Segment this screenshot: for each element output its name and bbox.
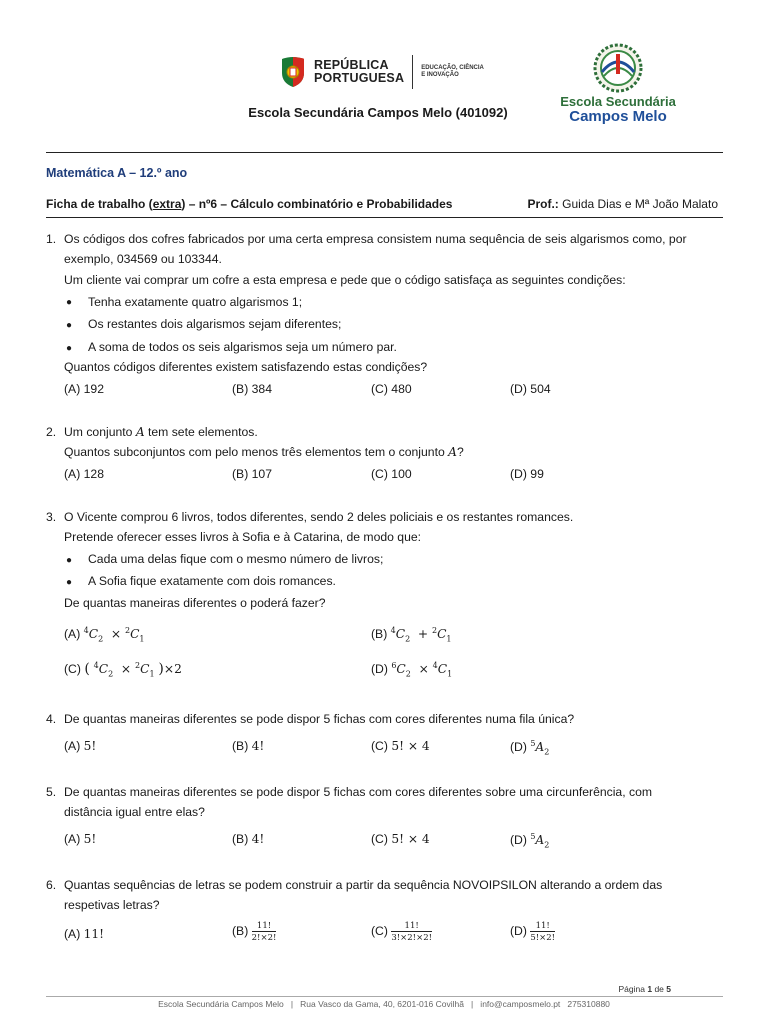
q1-bullet-1: Tenha exatamente quatro algarismos 1; [88, 295, 303, 309]
q5-label-d: (D) [510, 833, 527, 848]
q3-option-b: (B) $^4C_2 + ^2C_1$ [371, 626, 452, 644]
q1-number: 1. [46, 232, 57, 246]
q3-line2: Pretende oferecer esses livros à Sofia e à Catarina, de modo que: [64, 530, 422, 544]
q4-label-d: (D) [510, 740, 527, 755]
q4-option-c [371, 739, 430, 754]
republica-line2: PORTUGUESA [314, 71, 405, 85]
q1-option-b: (B) 384 [232, 382, 272, 396]
q4-text: De quantas maneiras diferentes se pode dispor 5 fichas com cores diferentes numa fila única? [64, 712, 575, 726]
bullet-icon: ● [66, 297, 73, 308]
q1-question: Quantos códigos diferentes existem satisfazendo estas condições? [64, 360, 428, 374]
q2-line1-b: tem sete elementos. [144, 425, 258, 439]
bullet-icon: ● [66, 577, 73, 588]
title-underline [46, 217, 723, 218]
page-current: 1 [647, 984, 653, 994]
q5-value-c: 5! × 4 [391, 832, 430, 846]
q3-question: De quantas maneiras diferentes o poderá fazer? [64, 596, 326, 610]
q3-line1: O Vicente comprou 6 livros, todos diferentes, sendo 2 deles policiais e os restantes romances. [64, 510, 574, 524]
footer-address: Escola Secundária Campos Melo | Rua Vasco da Gama, 40, 6201-016 Covilhã | info@camposmelo.pt 275310880 [158, 999, 610, 1009]
page-number [619, 984, 672, 994]
q6-fraction-d [530, 921, 555, 943]
prof-names: Guida Dias e Mª João Malato [562, 197, 718, 211]
worksheet-extra: extra [152, 197, 182, 211]
q5-value-b: 4! [251, 832, 265, 846]
q1-line2: exemplo, 034569 ou 103344. [64, 252, 222, 266]
q4-option-d: (D) $^5A_2$ [510, 739, 550, 757]
q3-bullet-1: Cada uma delas fique com o mesmo número de livros; [88, 552, 384, 566]
q6-line2: respetivas letras? [64, 898, 160, 912]
q3-number: 3. [46, 510, 57, 524]
q6-option-c [371, 921, 432, 943]
q3-label-c: (C) [64, 662, 81, 677]
q6-b-denominator: 2!×2! [251, 933, 277, 943]
q5-line1: De quantas maneiras diferentes se pode dispor 5 fichas com cores diferentes sobre uma circunferência, com [64, 785, 653, 799]
q2-option-a: (A) 128 [64, 467, 104, 481]
ministry-line2: E INOVAÇÃO [421, 72, 459, 78]
q5-label-c: (C) [371, 832, 388, 846]
q6-value-a: 11! [83, 927, 105, 941]
q3-label-b: (B) [371, 627, 388, 642]
portugal-emblem-icon [278, 55, 308, 89]
prof-label: Prof.: [527, 197, 559, 211]
ministry-line1: EDUCAÇÃO, CIÊNCIA [421, 65, 484, 71]
q5-option-c [371, 832, 430, 847]
q5-number: 5. [46, 785, 57, 799]
q1-option-c: (C) 480 [371, 382, 412, 396]
q6-fraction-b [252, 921, 277, 943]
q3-bullet-2: A Sofia fique exatamente com dois romances. [88, 574, 336, 588]
q6-fraction-c [391, 921, 432, 943]
q2-line1-a: Um conjunto [64, 425, 136, 439]
q3-option-a: (A) $^4C_2 \times ^2C_1$ [64, 626, 145, 644]
q4-value-b: 4! [251, 739, 265, 753]
q1-line3: Um cliente vai comprar um cofre a esta empresa e pede que o código satisfaça as seguintes condições: [64, 273, 626, 287]
q2-set-var: A [448, 445, 457, 459]
q5-option-a [64, 832, 96, 847]
q5-line2: distância igual entre elas? [64, 805, 205, 819]
q3-label-d: (D) [371, 662, 388, 677]
q6-option-b [232, 921, 276, 943]
q4-option-a [64, 739, 96, 754]
bullet-icon: ● [66, 555, 73, 566]
q2-option-d: (D) 99 [510, 467, 544, 481]
footer-divider [46, 996, 723, 997]
q5-option-b [232, 832, 264, 847]
q4-label-c: (C) [371, 739, 388, 753]
q2-option-c: (C) 100 [371, 467, 412, 481]
q6-label-c: (C) [371, 924, 388, 939]
q3-label-a: (A) [64, 627, 81, 642]
professor-line [527, 197, 718, 211]
subject-title: Matemática A – 12.º ano [46, 166, 188, 180]
page-prefix: Página [618, 984, 648, 994]
q2-line2 [64, 445, 464, 460]
school-title: Escola Secundária Campos Melo (401092) [248, 105, 508, 120]
q5-option-d: (D) $^5A_2$ [510, 832, 550, 850]
school-logo-line1: Escola Secundária [560, 94, 676, 109]
logo-divider [412, 55, 413, 89]
page-total: 5 [666, 984, 671, 994]
q2-line1 [64, 425, 258, 440]
q2-set-var: A [135, 425, 145, 439]
q6-b-numerator: 11! [256, 921, 272, 931]
bullet-icon: ● [66, 343, 73, 354]
q6-d-denominator: 5!×2! [530, 933, 556, 943]
q6-d-numerator: 11! [535, 921, 550, 931]
worksheet-prefix: Ficha de trabalho ( [46, 197, 153, 211]
page-mid: de [652, 984, 667, 994]
q6-option-a [64, 927, 104, 942]
q4-label-a: (A) [64, 739, 81, 753]
q1-option-d: (D) 504 [510, 382, 551, 396]
q2-line2-a: Quantos subconjuntos com pelo menos três elementos tem o conjunto [64, 445, 449, 459]
q6-number: 6. [46, 878, 57, 892]
q4-value-a: 5! [83, 739, 97, 753]
worksheet-suffix: ) – nº6 – Cálculo combinatório e Probabilidades [181, 197, 453, 211]
q1-line1: Os códigos dos cofres fabricados por uma certa empresa consistem numa sequência de seis algarismos como, por [64, 232, 687, 246]
q2-option-b: (B) 107 [232, 467, 272, 481]
q2-number: 2. [46, 425, 57, 439]
q5-label-b: (B) [232, 832, 249, 846]
campos-melo-emblem-icon [588, 42, 648, 94]
republica-portuguesa-logo [278, 52, 493, 92]
q6-c-numerator: 11! [404, 921, 419, 931]
q1-option-a: (A) 192 [64, 382, 104, 396]
q4-number: 4. [46, 712, 57, 726]
q4-option-b [232, 739, 264, 754]
q1-bullet-3: A soma de todos os seis algarismos seja um número par. [88, 340, 397, 354]
q3-option-c: (C) ( $^4C_2 \times ^2C_1$ )×2 [64, 661, 182, 679]
q3-option-d: (D) $^6C_2 \times ^4C_1$ [371, 661, 453, 679]
q1-bullet-2: Os restantes dois algarismos sejam diferentes; [88, 317, 342, 331]
school-logo-line2: Campos Melo [569, 108, 667, 125]
q5-label-a: (A) [64, 832, 81, 846]
republica-line1: REPÚBLICA [314, 58, 389, 72]
q6-c-denominator: 3!×2!×2! [391, 933, 433, 943]
q4-value-c: 5! × 4 [391, 739, 430, 753]
worksheet-title [46, 197, 452, 211]
q2-line2-b: ? [456, 445, 464, 459]
header-divider [46, 152, 723, 153]
q6-label-a: (A) [64, 927, 81, 941]
q5-value-a: 5! [83, 832, 97, 846]
bullet-icon: ● [66, 320, 73, 331]
q6-label-d: (D) [510, 924, 527, 939]
q4-label-b: (B) [232, 739, 249, 753]
q6-label-b: (B) [232, 924, 249, 939]
q6-line1: Quantas sequências de letras se podem construir a partir da sequência NOVOIPSILON alterando a ordem das [64, 878, 663, 892]
q6-option-d [510, 921, 555, 943]
